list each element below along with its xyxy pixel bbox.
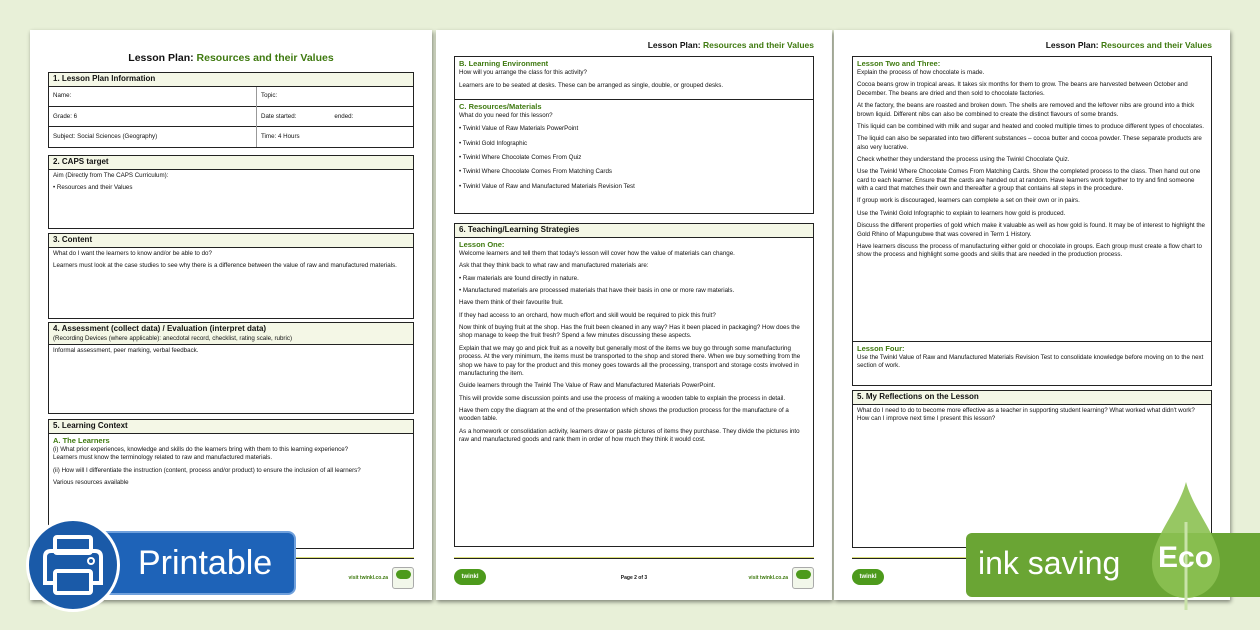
topic-field: Topic: [256,87,413,107]
text: Welcome learners and tell them that today's lesson will cover how the value of materials can change. [459,249,735,257]
info-table [49,87,413,147]
text: How will you arrange the class for this activity? [459,69,587,77]
text: • Manufactured materials are processed materials that have their basis in one or more raw materials. [459,287,735,294]
resource-item: • Twinkl Where Chocolate Comes From Quiz [459,154,582,162]
text: Use the Twinkl Value of Raw and Manufactured Materials Revision Test to consolidate knowledge before moving on to the next section of work. [857,354,1204,370]
text: This liquid can be combined with milk and sugar and heated and cooled multiple times to produce different types of chocolates. [857,122,1204,130]
text: The liquid can also be separated into two different substances – cocoa butter and cocoa powder. These separate products are also very lucrative. [857,135,1202,151]
subheading: B. Learning Environment [459,59,549,68]
text: Learners must look at the case studies to see why there is a difference between the value of raw and manufactured materials. [53,262,397,270]
page-footer [454,558,814,581]
time-field: Time: 4 Hours [256,127,413,147]
document-page-2 [436,30,832,600]
text: Check whether they understand the process using the Twinkl Chocolate Quiz. [857,156,1070,163]
text: Have them think of their favourite fruit. [459,299,564,307]
running-header: Lesson Plan: Resources and their Values [1045,40,1212,50]
text: Have them copy the diagram at the end of the presentation which shows the production process for the manufacture of a wooden table. [459,406,789,423]
heading-sub: (Recording Devices (where applicable): anecdotal record, checklist, rating scale, rubric) [53,334,293,342]
section-content [48,233,414,319]
section-heading [49,323,413,345]
section-environment-resources [454,56,814,214]
text: Now think of buying fruit at the shop. Has the fruit been cleaned in any way? Has it been placed in packaging? How does the shop manage to keep the fruit fresh? Spend a few minutes discussing these aspects. [459,324,800,340]
quality-seal-icon [792,567,814,589]
text: Various resources available [53,479,129,486]
printable-badge: Printable [40,531,296,595]
text: Aim (Directly from The CAPS Curriculum): [53,171,169,179]
text: This will provide some discussion points and use the process of making a wooden table to explain the process in detail. [459,394,786,402]
text: What do I want the learners to know and/or be able to do? [53,249,212,257]
twinkl-logo: twinkl [852,569,884,585]
section-heading: 1. Lesson Plan Information [49,73,413,87]
running-header: Lesson Plan: Resources and their Values [647,40,814,50]
page-number: Page 2 of 3 [620,575,648,581]
text: At the factory, the beans are roasted and broken down. The shells are removed and the leftover nibs are ground into a thick brown liquid. Different nibs can also be combined to create the distinct flavours of some brands. [857,102,1195,118]
text: Guide learners through the Twinkl The Value of Raw and Manufactured Materials PowerPoint. [459,382,716,390]
text: If group work is discouraged, learners can complete a set on their own or in pairs. [857,197,1080,205]
text: As a homework or consolidation activity, learners draw or paste pictures of items they purchase. They divide the pictures into raw and manufactured goods and rank them in order of how much they think it would cost. [459,427,800,444]
text: Have learners discuss the process of manufacturing either gold or chocolate in groups. Each group must create a flow chart to show the process and highlight some goods and skills that are needed in the production process. [857,242,1202,259]
section-assessment [48,322,414,414]
subject-field: Subject: Social Sciences (Geography) [49,127,256,147]
quality-seal-icon [392,567,414,589]
text: Ask that they think back to what raw and manufactured materials are: [459,262,649,270]
text: What do I need to do to become more effective as a teacher in supporting student learning? What worked what didn't work? How can I improve next time I present this lesson? [857,406,1195,423]
resource-item: • Twinkl Value of Raw and Manufactured Materials Revision Test [459,182,635,190]
text: Explain the process of how chocolate is made. [857,69,985,77]
eco-label: Eco [1158,541,1214,574]
text: Use the Twinkl Gold Infographic to explain to learners how gold is produced. [857,209,1066,217]
text: Informal assessment, peer marking, verbal feedback. [53,347,199,355]
text: Explain that we may go and pick fruit as a novelty but generally most of the items we buy go through some manufacturing process. At the very minimum, the items must be transported to the shop and stored there. When we buy something from the shop we have to pay for the product and this money goes towards all the processing, transport and storage costs involved in manufacturing the item. [459,344,801,377]
text: Discuss the different properties of gold which make it valuable as well as how gold is found. It may be of interest to highlight the Gold Rhino of Mapungubwe that was covered in Term 1 History. [857,222,1205,238]
section-heading: 2. CAPS target [49,156,413,170]
printer-icon [26,518,120,612]
text: (i) What prior experiences, knowledge and skills do the learners bring with them to this learning experience? [53,445,349,453]
footer-url[interactable]: visit twinkl.co.za [348,575,388,581]
heading-text: 4. Assessment (collect data) / Evaluation (interpret data) [53,324,267,333]
name-field: Name: [53,92,72,100]
twinkl-logo: twinkl [454,569,486,585]
section-teaching-strategies [454,223,814,547]
resource-item: • Twinkl Where Chocolate Comes From Matching Cards [459,168,613,176]
text: If they had access to an orchard, how much effort and skill would be required to pick this fruit? [459,311,716,319]
section-heading: 3. Content [49,234,413,248]
ink-saving-badge: ink saving [966,533,1260,597]
subheading: Lesson One: [459,239,505,249]
date-ended-field: ended: [334,112,354,120]
text: Learners are to be seated at desks. These can be arranged as single, double, or grouped desks. [459,82,724,90]
text: • Raw materials are found directly in nature. [459,274,579,282]
section-heading: 5. Learning Context [49,420,413,434]
subheading: Lesson Two and Three: [857,59,941,68]
text: (ii) How will I differentiate the instruction (content, process and/or product) to ensure the inclusion of all learners? [53,466,361,474]
footer-url[interactable]: visit twinkl.co.za [748,575,788,581]
grade-field: Grade: 6 [49,107,256,127]
text: Cocoa beans grow in tropical areas. It takes six months for them to grow. The beans are harvested between October and December. The beans are dried and then sold to chocolate factories. [857,81,1188,97]
text: Use the Twinkl Where Chocolate Comes From Matching Cards. Show the completed process to the class. Then hand out one card to each learner. Ensure that the cards are handed out at random. Have learners work together to try and find someone with a card that matches their own and thereafter a group that contains all steps in the procedure. [857,168,1201,193]
date-started-field: Date started: [260,112,297,120]
subheading: C. Resources/Materials [459,101,542,111]
page-title: Lesson Plan: Resources and their Values [128,52,334,64]
bullet-item: • Resources and their Values [53,184,133,192]
section-heading: 6. Teaching/Learning Strategies [455,224,813,238]
section-lesson-plan-information [48,72,414,148]
resource-item: • Twinkl Value of Raw Materials PowerPoint [459,125,579,133]
text: Learners must know the terminology related to raw and manufactured materials. [53,454,273,462]
subheading: A. The Learners [53,435,110,445]
section-teaching-strategies-continued [852,56,1212,386]
text: What do you need for this lesson? [459,111,553,119]
subheading: Lesson Four: [857,344,905,353]
section-heading: 5. My Reflections on the Lesson [853,391,1211,405]
resource-item: • Twinkl Gold Infographic [459,139,528,147]
section-caps-target [48,155,414,229]
document-page-1 [30,30,432,600]
